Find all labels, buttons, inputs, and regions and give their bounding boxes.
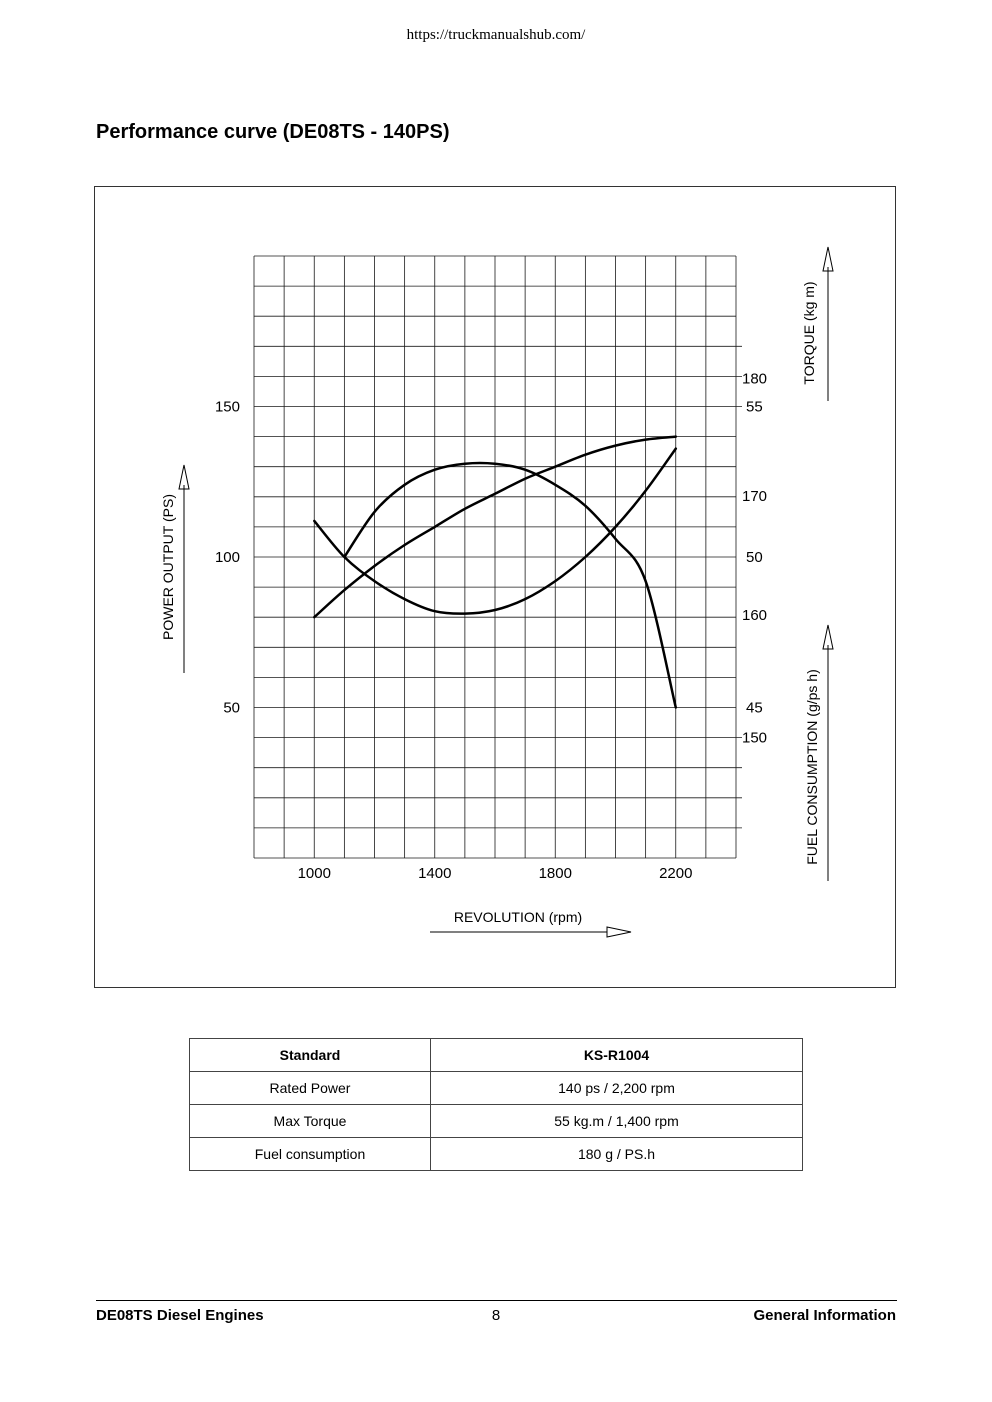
spec-header-value: KS-R1004	[431, 1039, 803, 1072]
table-row	[190, 1105, 803, 1138]
fuel-tick-label: 160	[742, 607, 768, 625]
x-tick-label: 1000	[297, 865, 331, 882]
x-tick-label: 1800	[538, 865, 572, 882]
torque-tick-label: 45	[746, 699, 763, 717]
power-tick-label: 150	[214, 398, 240, 416]
spec-row-label: Max Torque	[190, 1105, 431, 1138]
chart-axis-titles	[160, 247, 833, 937]
x-tick-label: 2200	[659, 865, 693, 882]
fuel-tick-label: 150	[742, 729, 768, 747]
torque-curve	[344, 463, 675, 708]
spec-table	[189, 1038, 803, 1171]
spec-row-value: 180 g / PS.h	[431, 1138, 803, 1171]
footer-divider	[96, 1300, 897, 1301]
chart-tick-labels	[215, 370, 767, 882]
fuel-axis-title: FUEL CONSUMPTION (g/ps h)	[804, 669, 820, 865]
table-row	[190, 1138, 803, 1171]
torque-tick-label: 55	[746, 398, 763, 416]
page-title: Performance curve (DE08TS - 140PS)	[96, 121, 450, 143]
spec-header-standard: Standard	[190, 1039, 431, 1072]
source-url: https://truckmanualshub.com/	[406, 27, 586, 43]
chart-grid	[254, 256, 742, 858]
torque-tick-label: 50	[746, 549, 763, 566]
footer-page-number: 8	[491, 1307, 501, 1324]
spec-row-label: Fuel consumption	[190, 1138, 431, 1171]
spec-row-value: 55 kg.m / 1,400 rpm	[431, 1105, 803, 1138]
x-axis-arrow-head	[607, 927, 631, 937]
spec-table-header-row	[190, 1039, 803, 1072]
performance-chart	[95, 187, 895, 987]
x-tick-label: 1400	[418, 865, 452, 882]
footer-document-title: DE08TS Diesel Engines	[96, 1307, 264, 1324]
torque-axis-title: TORQUE (kg m)	[801, 281, 817, 385]
spec-row-label: Rated Power	[190, 1072, 431, 1105]
footer-section-title: General Information	[753, 1307, 896, 1324]
power-axis-title: POWER OUTPUT (PS)	[160, 494, 176, 640]
performance-chart-frame	[94, 186, 896, 988]
power-tick-label: 50	[223, 699, 240, 717]
power-tick-label: 100	[214, 549, 240, 566]
table-row	[190, 1072, 803, 1105]
spec-row-value: 140 ps / 2,200 rpm	[431, 1072, 803, 1105]
fuel-tick-label: 180	[742, 370, 768, 388]
x-axis-title: REVOLUTION (rpm)	[453, 909, 583, 925]
fuel-tick-label: 170	[742, 487, 768, 505]
